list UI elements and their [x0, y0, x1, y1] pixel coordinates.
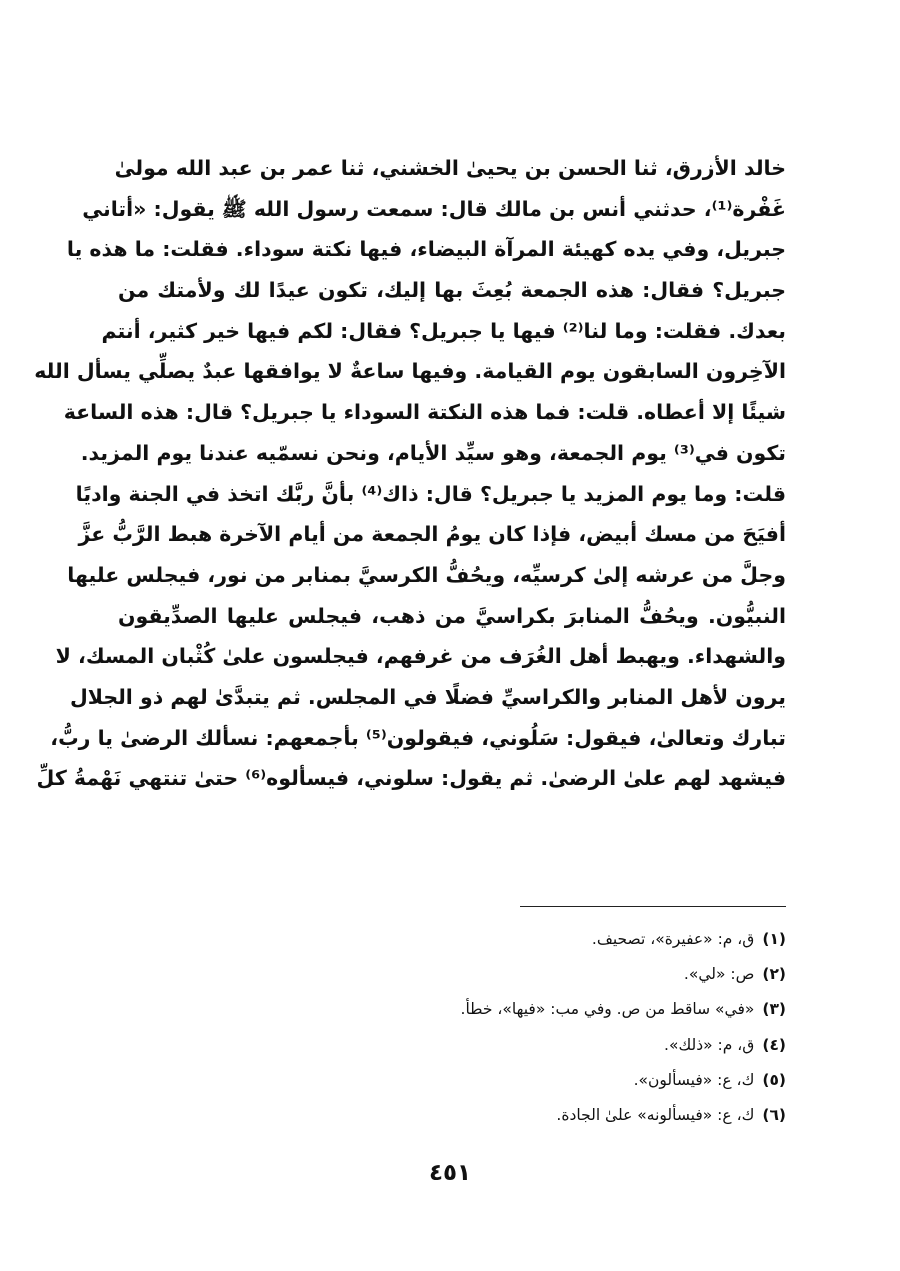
text-line-5: بعدك. فقلت: وما لنا⁽²⁾ فيها يا جبريل؟ فقال: لكم فيها خير كثير، أنتم	[101, 318, 786, 343]
text-line-8: تكون في⁽³⁾ يوم الجمعة، وهو سيِّد الأيام، ونحن نسمّيه عندنا يوم المزيد.	[80, 440, 786, 465]
footnote-number: (١)	[762, 930, 786, 948]
footnote-divider	[520, 906, 786, 907]
footnote-1	[118, 922, 786, 957]
text-line-3: جبريل، وفي يده كهيئة المرآة البيضاء، فيها نكتة سوداء. فقلت: ما هذه يا	[66, 237, 786, 262]
footnote-text: ص: «لي».	[683, 965, 755, 984]
main-text	[34, 148, 786, 799]
footnote-4	[118, 1028, 786, 1063]
text-line-7: شيئًا إلا أعطاه. قلت: فما هذه النكتة السوداء يا جبريل؟ قال: هذه الساعة	[63, 400, 786, 425]
footnote-number: (٥)	[762, 1070, 786, 1089]
text-line-11: وجلَّ من عرشه إلىٰ كرسيِّه، ويحُفُّ الكرسيَّ بمنابر من نور، فيجلس عليها	[67, 562, 786, 587]
footnote-number: (٦)	[762, 1105, 786, 1124]
text-line-6: الآخِرون السابقون يوم القيامة. وفيها ساعةٌ لا يوافقها عبدٌ يصلِّي يسأل الله	[34, 359, 786, 384]
footnote-text: «في» ساقط من ص. وفي مب: «فيها»، خطأ.	[460, 1000, 755, 1019]
footnote-number: (٣)	[762, 1000, 786, 1019]
footnote-2	[118, 957, 786, 992]
footnote-3	[118, 992, 786, 1027]
footnote-text: ك، ع: «فيسألونه» علىٰ الجادة.	[556, 1105, 755, 1124]
text-line-16: فيشهد لهم علىٰ الرضىٰ. ثم يقول: سلوني، فيسألوه⁽⁶⁾ حتىٰ تنتهي نَهْمةُ كلِّ	[36, 766, 786, 791]
text-line-14: يرون لأهل المنابر والكراسيِّ فضلًا في المجلس. ثم يتبدَّىٰ لهم ذو الجلال	[69, 684, 786, 709]
text-line-1: خالد الأزرق، ثنا الحسن بن يحيىٰ الخشني، ثنا عمر بن عبد الله مولىٰ	[114, 156, 786, 180]
text-line-4: جبريل؟ فقال: هذه الجمعة بُعِثَ بها إليك، تكون عيدًا لك ولأمتك من	[118, 278, 786, 303]
footnote-text: ق، م: «ذلك».	[664, 1035, 755, 1054]
footnote-number: (٢)	[762, 965, 786, 984]
text-line-2: غَفْرة⁽¹⁾، حدثني أنس بن مالك قال: سمعت رسول الله ﷺ يقول: «أتاني	[82, 196, 786, 221]
page-number: ٤٥١	[428, 1160, 472, 1186]
text-line-12: النبيُّون. ويحُفُّ المنابرَ بكراسيَّ من ذهب، فيجلس عليها الصدِّيقون	[118, 603, 786, 628]
text-line-13: والشهداء. ويهبط أهل الغُرَف من غرفهم، فيجلسون علىٰ كُثْبان المسك، لا	[55, 644, 786, 669]
text-line-10: أفيَحَ من مسك أبيض، فإذا كان يومُ الجمعة من أيام الآخرة هبط الرَّبُّ عزَّ	[78, 522, 786, 547]
footnote-6	[118, 1098, 786, 1133]
footnote-5	[118, 1063, 786, 1098]
footnote-text: ك، ع: «فيسألون».	[633, 1070, 755, 1089]
footnote-number: (٤)	[762, 1035, 786, 1054]
footnote-text: ق، م: «عفيرة»، تصحيف.	[591, 930, 755, 948]
text-line-9: قلت: وما يوم المزيد يا جبريل؟ قال: ذاك⁽⁴⁾ بأنَّ ربَّك اتخذ في الجنة واديًا	[75, 481, 786, 506]
text-line-15: تبارك وتعالىٰ، فيقول: سَلُوني، فيقولون⁽⁵⁾ بأجمعهم: نسألك الرضىٰ يا ربُّ،	[50, 725, 786, 750]
footnotes	[118, 922, 786, 1133]
